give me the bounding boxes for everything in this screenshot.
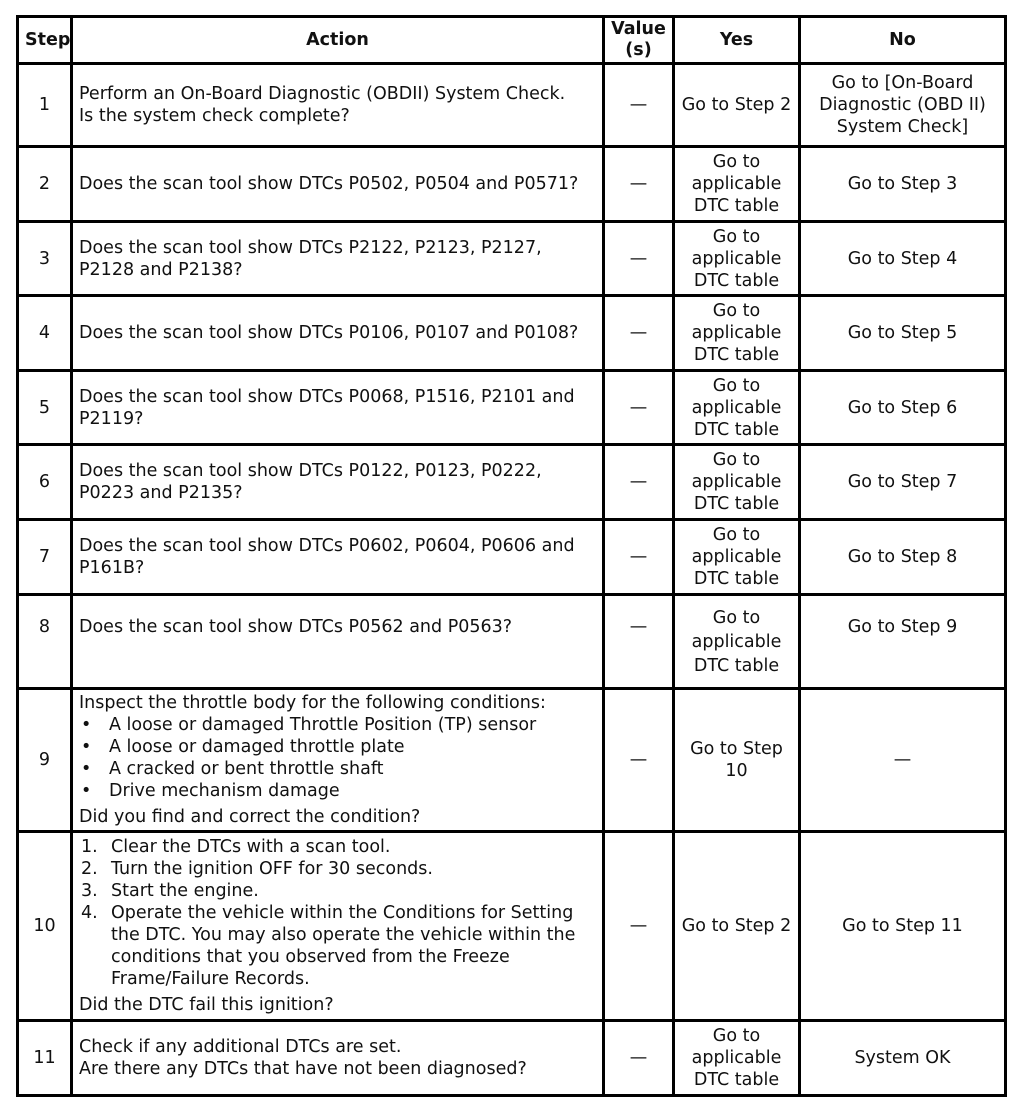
table-row <box>18 222 1006 296</box>
list-number: 4. <box>81 903 98 923</box>
action-question: Are there any DTCs that have not been diagnosed? <box>79 1059 527 1079</box>
list-text: Operate the vehicle within the Conditions for Setting the DTC. You may also operate the vehicle within the conditions that you observed from the Freeze Frame/Failure Records. <box>111 903 576 989</box>
list-text: Start the engine. <box>111 881 259 901</box>
table-row <box>18 445 1006 520</box>
header-step: Step <box>18 17 72 64</box>
action-cell <box>72 832 604 1021</box>
value-cell: — <box>604 147 674 222</box>
list-number: 2. <box>81 859 98 879</box>
table-row <box>18 832 1006 1021</box>
table-row <box>18 520 1006 595</box>
header-action: Action <box>72 17 604 64</box>
yes-cell: Go to Step 2 <box>674 832 800 1021</box>
yes-cell: Go to Step 2 <box>674 64 800 147</box>
value-cell: — <box>604 1021 674 1096</box>
list-number: 1. <box>81 837 98 857</box>
value-cell: — <box>604 445 674 520</box>
step-number: 4 <box>18 296 72 371</box>
no-cell: — <box>800 689 1006 832</box>
value-cell: — <box>604 296 674 371</box>
action-intro: Inspect the throttle body for the following conditions: <box>79 693 546 713</box>
no-cell: Go to Step 4 <box>800 222 1006 296</box>
action-cell <box>72 64 604 147</box>
step-number: 9 <box>18 689 72 832</box>
step-number: 2 <box>18 147 72 222</box>
list-item <box>79 836 596 858</box>
list-text: Clear the DTCs with a scan tool. <box>111 837 391 857</box>
list-item: • A cracked or bent throttle shaft <box>79 758 596 780</box>
no-cell: Go to Step 6 <box>800 371 1006 445</box>
no-cell: Go to [On-Board Diagnostic (OBD II) System Check] <box>800 64 1006 147</box>
step-number: 5 <box>18 371 72 445</box>
list-item: • A loose or damaged Throttle Position (TP) sensor <box>79 714 596 736</box>
yes-cell: Go to applicable DTC table <box>674 147 800 222</box>
action-cell: Does the scan tool show DTCs P0122, P0123, P0222, P0223 and P2135? <box>72 445 604 520</box>
list-number: 3. <box>81 881 98 901</box>
table-row <box>18 689 1006 832</box>
list-item <box>79 880 596 902</box>
header-row <box>18 17 1006 64</box>
yes-cell: Go to applicable DTC table <box>674 371 800 445</box>
no-cell: Go to Step 3 <box>800 147 1006 222</box>
value-cell: — <box>604 64 674 147</box>
yes-cell: Go to applicable DTC table <box>674 296 800 371</box>
value-cell: — <box>604 595 674 689</box>
step-number: 8 <box>18 595 72 689</box>
step-number: 6 <box>18 445 72 520</box>
no-cell: Go to Step 5 <box>800 296 1006 371</box>
yes-cell: Go to applicable DTC table <box>674 222 800 296</box>
list-item: • A loose or damaged throttle plate <box>79 736 596 758</box>
value-cell: — <box>604 371 674 445</box>
value-cell: — <box>604 520 674 595</box>
action-text: Perform an On-Board Diagnostic (OBDII) System Check. <box>79 84 566 104</box>
action-cell: Does the scan tool show DTCs P2122, P2123, P2127, P2128 and P2138? <box>72 222 604 296</box>
list-item <box>79 858 596 880</box>
action-cell <box>72 689 604 832</box>
list-text: Turn the ignition OFF for 30 seconds. <box>111 859 433 879</box>
step-number: 1 <box>18 64 72 147</box>
header-yes: Yes <box>674 17 800 64</box>
yes-cell: Go to applicable DTC table <box>674 445 800 520</box>
action-text: Check if any additional DTCs are set. <box>79 1037 402 1057</box>
action-cell: Does the scan tool show DTCs P0602, P0604, P0606 and P161B? <box>72 520 604 595</box>
step-number: 10 <box>18 832 72 1021</box>
table-row <box>18 595 1006 689</box>
list-item: • Drive mechanism damage <box>79 780 596 802</box>
no-cell: Go to Step 7 <box>800 445 1006 520</box>
action-question: Did you find and correct the condition? <box>79 807 421 827</box>
step-number: 11 <box>18 1021 72 1096</box>
procedure-list <box>79 836 596 990</box>
value-cell: — <box>604 222 674 296</box>
step-number: 7 <box>18 520 72 595</box>
action-cell: Does the scan tool show DTCs P0502, P0504 and P0571? <box>72 147 604 222</box>
action-question: Did the DTC fail this ignition? <box>79 995 334 1015</box>
action-cell: Does the scan tool show DTCs P0068, P1516, P2101 and P2119? <box>72 371 604 445</box>
action-cell: Does the scan tool show DTCs P0562 and P0563? <box>72 595 604 689</box>
condition-list <box>79 714 596 802</box>
table-row <box>18 147 1006 222</box>
value-cell: — <box>604 689 674 832</box>
table-row <box>18 296 1006 371</box>
table-row <box>18 371 1006 445</box>
diagnostic-table <box>16 15 1007 1097</box>
header-value: Value (s) <box>604 17 674 64</box>
no-cell: Go to Step 8 <box>800 520 1006 595</box>
yes-cell: Go to Step 10 <box>674 689 800 832</box>
step-number: 3 <box>18 222 72 296</box>
yes-cell: Go to applicable DTC table <box>674 1021 800 1096</box>
table-row <box>18 64 1006 147</box>
action-question: Is the system check complete? <box>79 106 350 126</box>
no-cell: Go to Step 9 <box>800 595 1006 689</box>
yes-cell: Go to applicable DTC table <box>674 595 800 689</box>
no-cell: Go to Step 11 <box>800 832 1006 1021</box>
header-no: No <box>800 17 1006 64</box>
list-item <box>79 902 596 990</box>
table-row <box>18 1021 1006 1096</box>
action-cell <box>72 1021 604 1096</box>
yes-cell: Go to applicable DTC table <box>674 520 800 595</box>
value-cell: — <box>604 832 674 1021</box>
no-cell: System OK <box>800 1021 1006 1096</box>
action-cell: Does the scan tool show DTCs P0106, P0107 and P0108? <box>72 296 604 371</box>
